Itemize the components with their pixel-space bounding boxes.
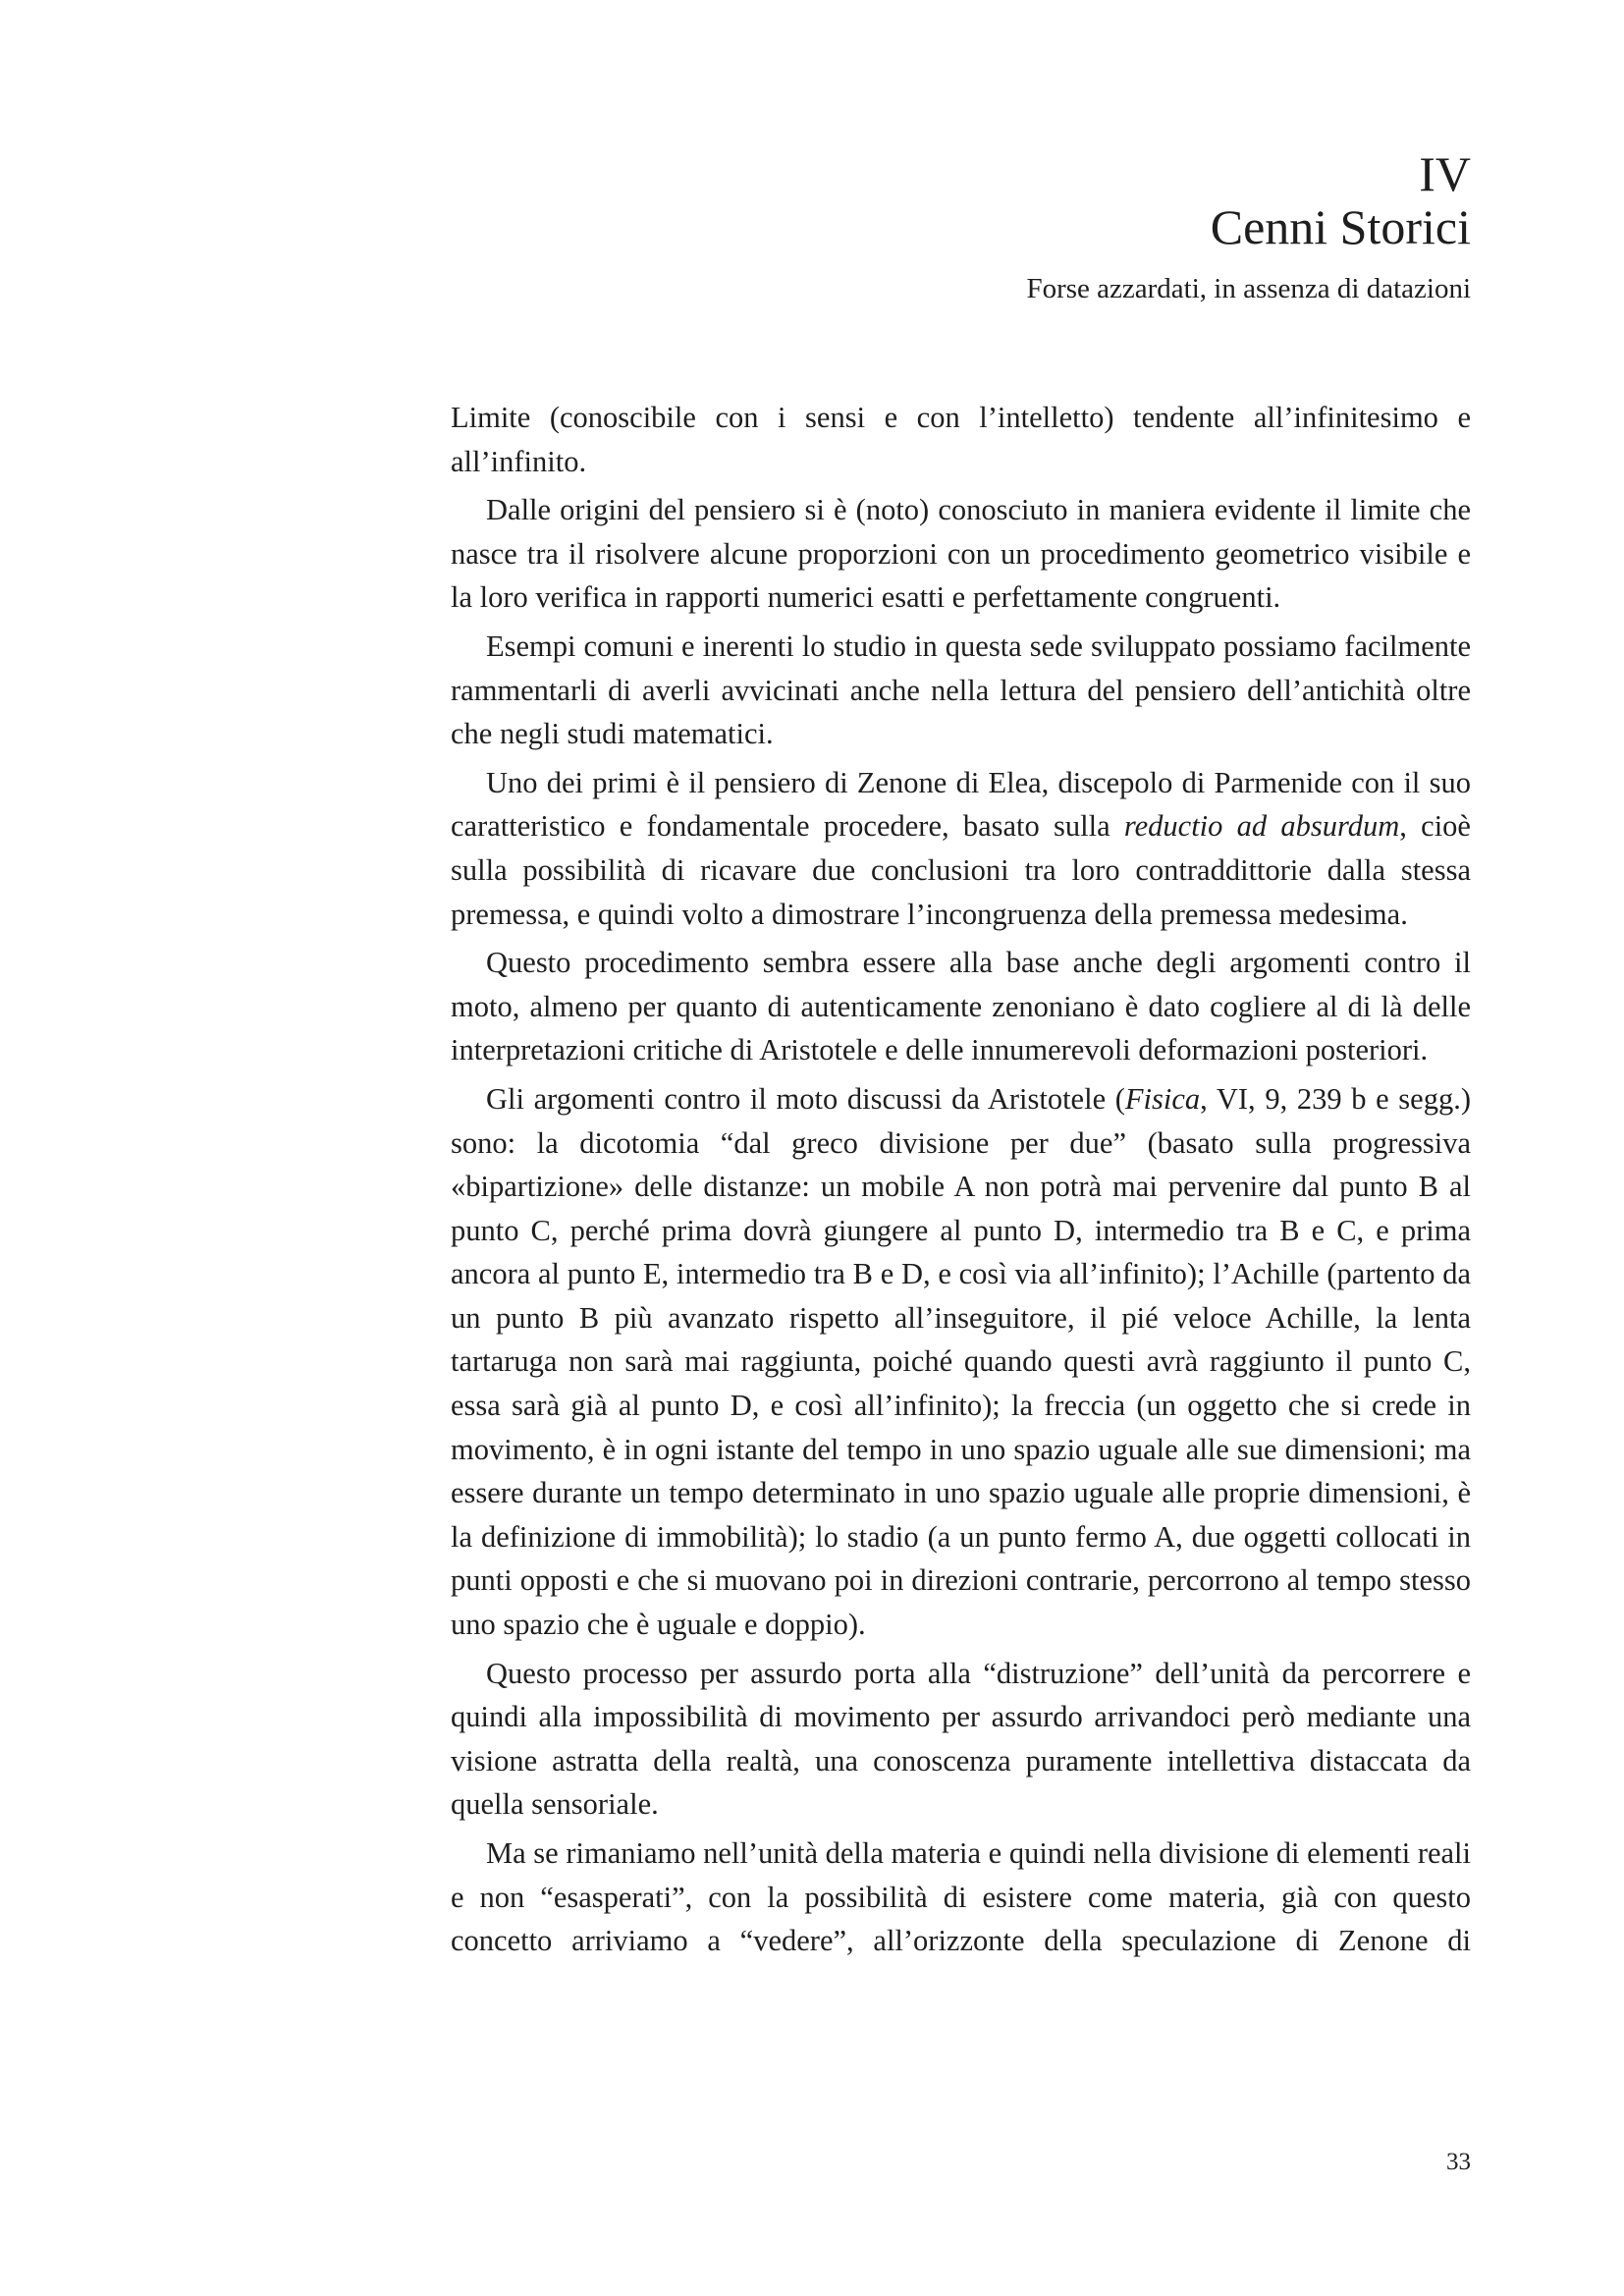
paragraph-7: Questo processo per assurdo porta alla “distruzione” dell’unità da percorrere e quindi alla impossibilità di movimento per assurdo arrivandoci però mediante una visione astratta della realtà, una conoscenza puramente intellettiva distaccata da quella sensoriale. [451,1656,1471,1822]
chapter-title: Cenni Storici [1210,199,1471,254]
paragraph-2: Dalle origini del pensiero si è (noto) conosciuto in maniera evidente il limite che nasce tra il risolvere alcune proporzioni con un procedimento geometrico visibile e la loro verifica in rapporti numerici esatti e perfettamente congruenti. [451,493,1471,615]
paragraph-6-text-after: , VI, 9, 239 b e segg.) sono: la dicotomia “dal greco divisione per due” (basato sulla progressiva «bipartizione» delle distanze: un mobile A non potrà mai pervenire dal punto B al punto C, perché prima dovrà giungere al punto D, intermedio tra B e C, e prima ancora al punto E, intermedio tra B e D, e così via all’infinito); l’Achille (partento da un punto B più avanzato rispetto all’inseguitore, il pié veloce Achille, la lenta tartaruga non sarà mai raggiunta, poiché quando questi avrà raggiunto il punto C, essa sarà già al punto D, e così all’infinito); la freccia (un oggetto che si crede in movimento, è in ogni istante del tempo in uno spazio uguale alle sue dimensioni; ma essere durante un tempo determinato in uno spazio uguale alle proprie dimensioni, è la definizione di immobilità); lo stadio (a un punto fermo A, due oggetti collocati in punti opposti e che si muovano poi in direzioni contrarie, percorrono al tempo stesso uno spazio che è uguale e doppio). [451,1081,1471,1642]
paragraph-6 [451,1077,1471,1647]
paragraph-6-italic-term: Fisica [1124,1081,1201,1116]
paragraph-4 [451,761,1471,936]
paragraph-4-italic-term: reductio ad absurdum [1123,809,1400,844]
paragraph-8: Ma se rimaniamo nell’unità della materia e quindi nella divisione di elementi reali e non “esasperati”, con la possibilità di esistere come materia, già con questo concetto arriviamo a “vedere”, all’orizzonte della speculazione di Zenone di [451,1836,1471,1958]
page-number: 33 [1446,2149,1471,2175]
chapter-body [451,396,1471,1963]
chapter-number: IV [1419,146,1471,201]
chapter-subtitle: Forse azzardati, in assenza di datazioni [1026,273,1471,304]
paragraph-1: Limite (conoscibile con i sensi e con l’intelletto) tendente all’infinitesimo e all’infinito. [451,401,1471,478]
paragraph-6-text-before: Gli argomenti contro il moto discussi da Aristotele ( [486,1081,1125,1116]
paragraph-5: Questo procedimento sembra essere alla base anche degli argomenti contro il moto, almeno per quanto di autenticamente zenoniano è dato cogliere al di là delle interpretazioni critiche di Aristotele e delle innumerevoli deformazioni posteriori. [451,946,1471,1067]
paragraph-4-text-after: , cioè sulla possibilità di ricavare due conclusioni tra loro contraddittorie dalla stessa premessa, e quindi volto a dimostrare l’incongruenza della premessa medesima. [451,809,1471,931]
paragraph-3: Esempi comuni e inerenti lo studio in questa sede sviluppato possiamo facilmente rammentarli di averli avvicinati anche nella lettura del pensiero dell’antichità oltre che negli studi matematici. [451,629,1471,751]
paragraph-4-text-before: Uno dei primi è il pensiero di Zenone di Elea, discepolo di Parmenide con il suo caratteristico e fondamentale procedere, basato sulla [451,765,1471,844]
